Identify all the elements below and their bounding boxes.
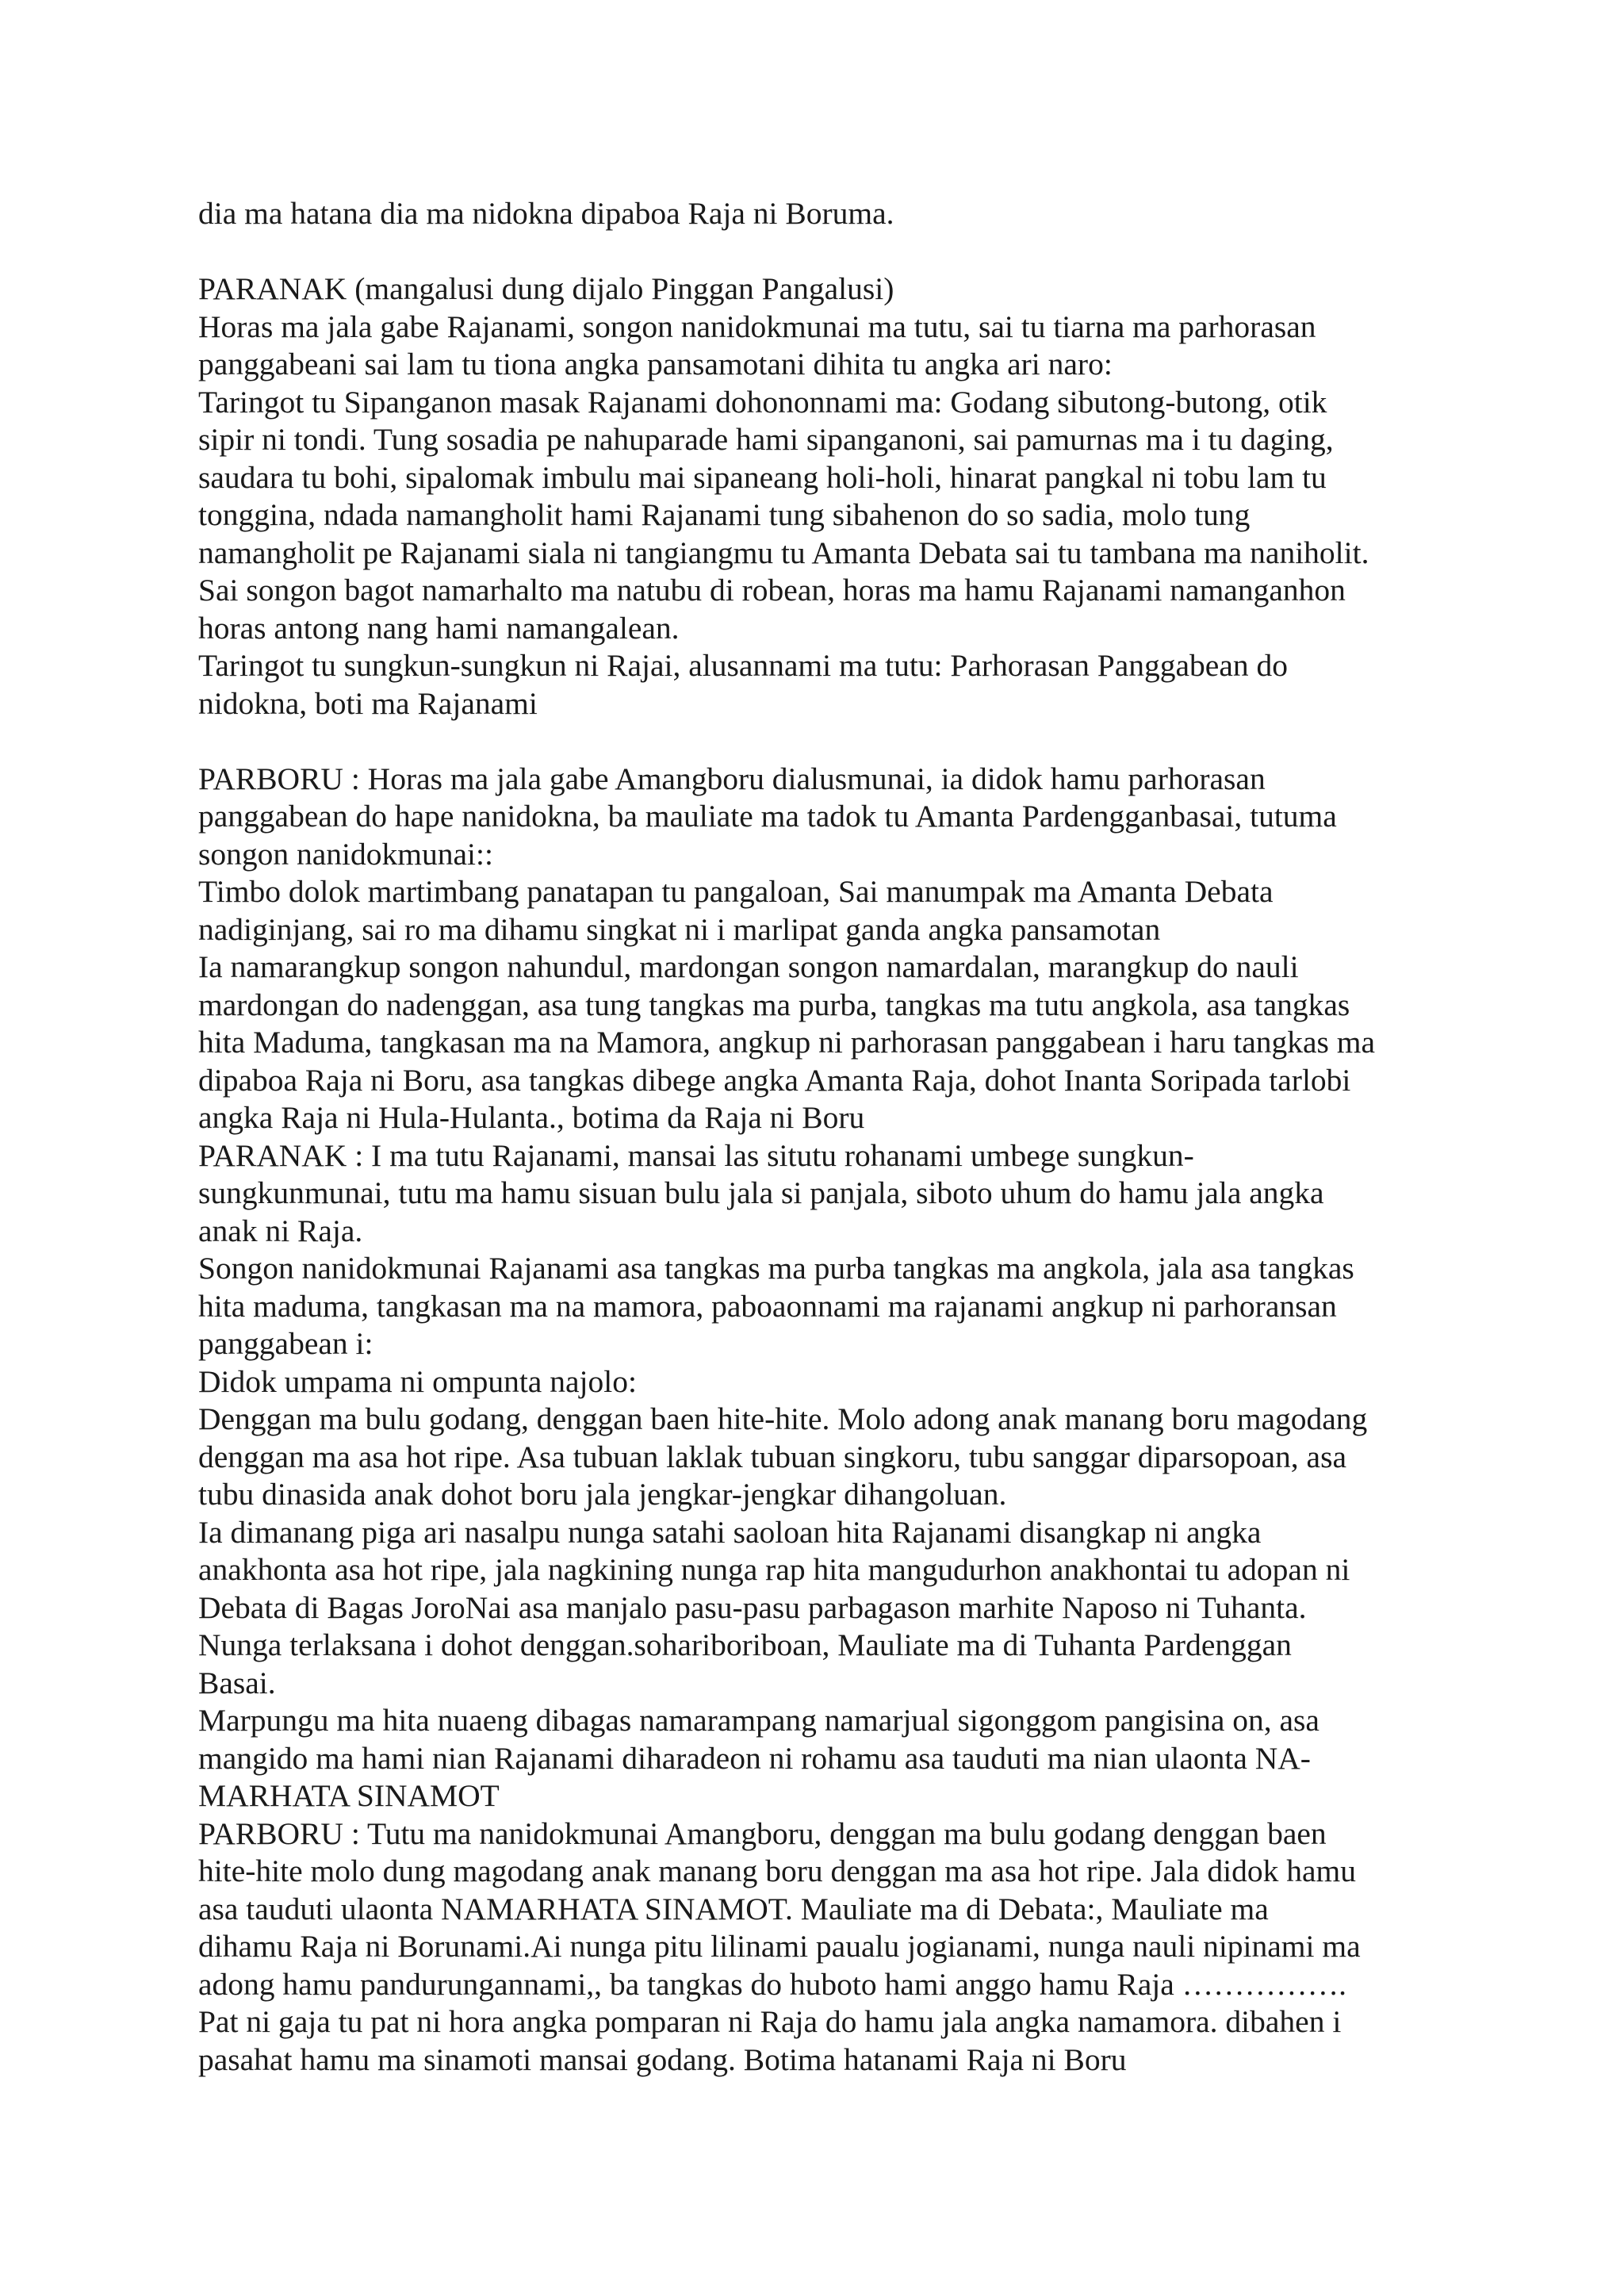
text-line: PARANAK (mangalusi dung dijalo Pinggan Pangalusi) bbox=[198, 271, 894, 306]
text-line: Didok umpama ni ompunta najolo: bbox=[198, 1363, 637, 1399]
text-line: Ia dimanang piga ari nasalpu nunga satahi saoloan hita Rajanami disangkap ni angka bbox=[198, 1514, 1262, 1550]
text-line: saudara tu bohi, sipalomak imbulu mai sipaneang holi-holi, hinarat pangkal ni tobu lam tu bbox=[198, 459, 1327, 495]
text-line: Songon nanidokmunai Rajanami asa tangkas ma purba tangkas ma angkola, jala asa tangkas bbox=[198, 1251, 1354, 1286]
text-line: PARBORU : Tutu ma nanidokmunai Amangboru, denggan ma bulu godang denggan baen bbox=[198, 1815, 1327, 1851]
text-line: Taringot tu Sipanganon masak Rajanami dohononnami ma: Godang sibutong-butong, otik bbox=[198, 384, 1327, 420]
text-line: angka Raja ni Hula-Hulanta., botima da Raja ni Boru bbox=[198, 1100, 865, 1135]
paragraph bbox=[198, 270, 1451, 723]
text-line: Horas ma jala gabe Rajanami, songon nanidokmunai ma tutu, sai tu tiarna ma parhorasan bbox=[198, 309, 1316, 344]
text-line: sipir ni tondi. Tung sosadia pe nahuparade hami sipanganoni, sai pamurnas ma i tu daging, bbox=[198, 422, 1334, 457]
text-line: pasahat hamu ma sinamoti mansai godang. Botima hatanami Raja ni Boru bbox=[198, 2041, 1127, 2077]
text-line: hita maduma, tangkasan ma na mamora, paboaonnami ma rajanami angkup ni parhoransan bbox=[198, 1288, 1337, 1324]
text-line: nadiginjang, sai ro ma dihamu singkat ni i marlipat ganda angka pansamotan bbox=[198, 911, 1161, 947]
paragraph-gap bbox=[198, 233, 1451, 271]
text-line: tubu dinasida anak dohot boru jala jengkar-jengkar dihangoluan. bbox=[198, 1477, 1007, 1512]
text-line: PARBORU : Horas ma jala gabe Amangboru dialusmunai, ia didok hamu parhorasan bbox=[198, 761, 1266, 796]
document-body bbox=[198, 195, 1451, 2079]
text-line: tonggina, ndada namangholit hami Rajanami tung sibahenon do so sadia, molo tung bbox=[198, 497, 1251, 532]
text-line: Debata di Bagas JoroNai asa manjalo pasu-pasu parbagason marhite Naposo ni Tuhanta. bbox=[198, 1589, 1307, 1625]
paragraph-gap bbox=[198, 723, 1451, 761]
text-line: nidokna, boti ma Rajanami bbox=[198, 685, 538, 721]
text-line: dipaboa Raja ni Boru, asa tangkas dibege angka Amanta Raja, dohot Inanta Soripada tarlobi bbox=[198, 1062, 1351, 1098]
text-line: denggan ma asa hot ripe. Asa tubuan laklak tubuan singkoru, tubu sanggar diparsopoan, asa bbox=[198, 1439, 1346, 1474]
text-line: adong hamu pandurungannami,, ba tangkas do huboto hami anggo hamu Raja ……………. bbox=[198, 1966, 1347, 2002]
text-line: Pat ni gaja tu pat ni hora angka pomparan ni Raja do hamu jala angka namamora. dibahen i bbox=[198, 2004, 1342, 2039]
text-line: PARANAK : I ma tutu Rajanami, mansai las situtu rohanami umbege sungkun- bbox=[198, 1137, 1194, 1173]
text-line: anak ni Raja. bbox=[198, 1213, 363, 1248]
text-line: songon nanidokmunai:: bbox=[198, 836, 493, 872]
text-line: Taringot tu sungkun-sungkun ni Rajai, alusannami ma tutu: Parhorasan Panggabean do bbox=[198, 648, 1288, 683]
text-line: mangido ma hami nian Rajanami diharadeon ni rohamu asa tauduti ma nian ulaonta NA- bbox=[198, 1740, 1311, 1776]
text-line: Denggan ma bulu godang, denggan baen hite-hite. Molo adong anak manang boru magodang bbox=[198, 1401, 1368, 1436]
text-line: sungkunmunai, tutu ma hamu sisuan bulu jala si panjala, siboto uhum do hamu jala angka bbox=[198, 1175, 1324, 1210]
text-line: Sai songon bagot namarhalto ma natubu di robean, horas ma hamu Rajanami namanganhon bbox=[198, 573, 1346, 608]
paragraph bbox=[198, 195, 1451, 233]
text-line: Marpungu ma hita nuaeng dibagas namarampang namarjual sigonggom pangisina on, asa bbox=[198, 1703, 1320, 1738]
text-line: hita Maduma, tangkasan ma na Mamora, angkup ni parhorasan panggabean i haru tangkas ma bbox=[198, 1025, 1376, 1060]
text-line: anakhonta asa hot ripe, jala nagkining nunga rap hita mangudurhon anakhontai tu adopan ni bbox=[198, 1552, 1350, 1587]
text-line: dihamu Raja ni Borunami.Ai nunga pitu lilinami paualu jogianami, nunga nauli nipinami ma bbox=[198, 1929, 1361, 1964]
text-line: namangholit pe Rajanami siala ni tangiangmu tu Amanta Debata sai tu tambana ma naniholit. bbox=[198, 535, 1369, 570]
text-line: Ia namarangkup songon nahundul, mardongan songon namardalan, marangkup do nauli bbox=[198, 949, 1299, 984]
text-line: Timbo dolok martimbang panatapan tu pangaloan, Sai manumpak ma Amanta Debata bbox=[198, 874, 1274, 909]
text-line: panggabean do hape nanidokna, ba mauliate ma tadok tu Amanta Pardengganbasai, tutuma bbox=[198, 799, 1337, 834]
text-line: horas antong nang hami namangalean. bbox=[198, 610, 680, 646]
text-line: panggabean i: bbox=[198, 1326, 373, 1361]
text-line: asa tauduti ulaonta NAMARHATA SINAMOT. Mauliate ma di Debata:, Mauliate ma bbox=[198, 1891, 1269, 1926]
text-line: dia ma hatana dia ma nidokna dipaboa Raja ni Boruma. bbox=[198, 196, 894, 231]
text-line: MARHATA SINAMOT bbox=[198, 1778, 500, 1813]
text-line: mardongan do nadenggan, asa tung tangkas ma purba, tangkas ma tutu angkola, asa tangkas bbox=[198, 987, 1350, 1022]
text-line: hite-hite molo dung magodang anak manang boru denggan ma asa hot ripe. Jala didok hamu bbox=[198, 1853, 1357, 1888]
text-line: panggabeani sai lam tu tiona angka pansamotani dihita tu angka ari naro: bbox=[198, 347, 1113, 381]
text-line: Basai. bbox=[198, 1665, 276, 1700]
text-line: Nunga terlaksana i dohot denggan.sohariboriboan, Mauliate ma di Tuhanta Pardenggan bbox=[198, 1627, 1292, 1662]
paragraph bbox=[198, 761, 1451, 2079]
